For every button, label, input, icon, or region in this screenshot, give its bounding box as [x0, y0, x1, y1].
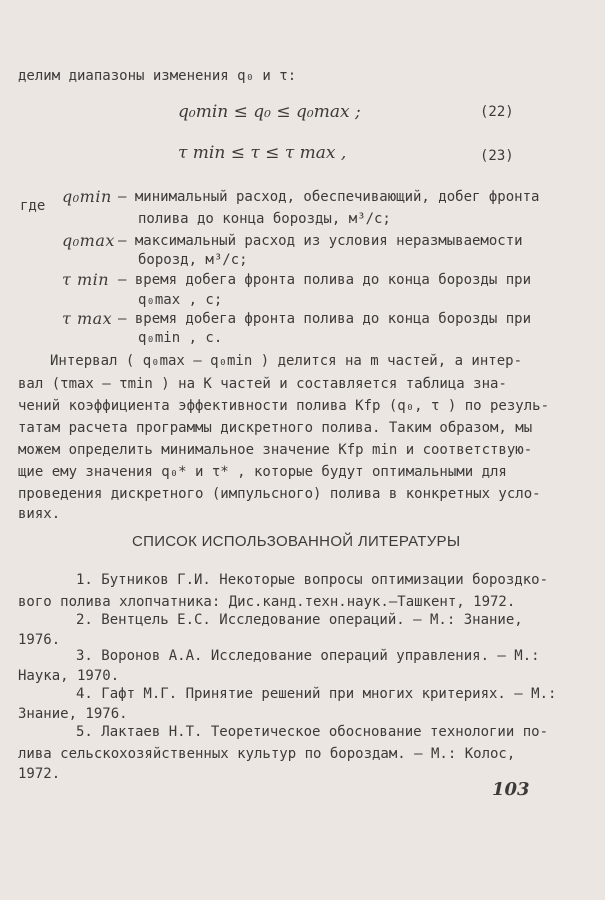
- reference-line: 5. Лактаев Н.Т. Теоретическое обоснование технологии по-: [76, 724, 549, 740]
- definition-line: q₀max , с;: [138, 292, 223, 308]
- reference-line: 1. Бутников Г.И. Некоторые вопросы оптимизации бороздко-: [76, 572, 549, 588]
- paragraph-line: проведения дискретного (импульсного) полива в конкретных усло-: [18, 486, 541, 502]
- definition-line: – минимальный расход, обеспечивающий, добег фронта: [118, 189, 540, 205]
- reference-line: 3. Воронов А.А. Исследование операций управления. – М.:: [76, 648, 540, 664]
- where-word: где: [20, 198, 46, 214]
- paragraph-line: татам расчета программы дискретного полива. Таким образом, мы: [18, 420, 533, 436]
- equation-23: τ min ≤ τ ≤ τ max ,: [178, 143, 347, 163]
- paragraph-line: Интервал ( q₀max – q₀min ) делится на m частей, а интер-: [50, 353, 523, 369]
- definition-line: – время добега фронта полива до конца борозды при: [118, 311, 532, 327]
- equation-22-number: (22): [480, 104, 514, 120]
- equation-23-number: (23): [480, 148, 514, 164]
- paragraph-line: можем определить минимальное значение Kfp min и соответствую-: [18, 442, 533, 458]
- reference-line: лива сельскохозяйственных культур по бороздам. – М.: Колос,: [18, 746, 516, 762]
- definition-term: τ min: [62, 270, 110, 289]
- definition-line: – время добега фронта полива до конца борозды при: [118, 272, 532, 288]
- definition-line: – максимальный расход из условия неразмываемости: [118, 233, 523, 249]
- paragraph-line: виях.: [18, 506, 61, 522]
- equation-22: q₀min ≤ q₀ ≤ q₀max ;: [178, 102, 361, 122]
- definition-line: q₀min , с.: [138, 330, 223, 346]
- page-number: 103: [492, 779, 530, 800]
- intro-line: делим диапазоны изменения q₀ и τ:: [18, 68, 297, 84]
- paragraph-line: вал (τmax – τmin ) на K частей и составляется таблица зна-: [18, 376, 507, 392]
- paragraph-line: щие ему значения q₀* и τ* , которые будут оптимальными для: [18, 464, 507, 480]
- reference-line: 4. Гафт М.Г. Принятие решений при многих критериях. – М.:: [76, 686, 557, 702]
- section-title: СПИСОК ИСПОЛЬЗОВАННОЙ ЛИТЕРАТУРЫ: [132, 533, 461, 550]
- reference-line: Наука, 1970.: [18, 668, 120, 684]
- definition-term: q₀min: [62, 187, 112, 206]
- reference-line: вого полива хлопчатника: Дис.канд.техн.наук.–Ташкент, 1972.: [18, 594, 516, 610]
- definition-line: полива до конца борозды, м³/с;: [138, 211, 391, 227]
- reference-line: Знание, 1976.: [18, 706, 128, 722]
- definition-term: q₀max: [62, 231, 115, 250]
- definition-line: борозд, м³/с;: [138, 252, 248, 268]
- paragraph-line: чений коэффициента эффективности полива Kfp (q₀, τ ) по резуль-: [18, 398, 550, 414]
- definition-term: τ max: [62, 309, 113, 328]
- reference-line: 2. Вентцель Е.С. Исследование операций. – М.: Знание,: [76, 612, 523, 628]
- reference-line: 1972.: [18, 766, 61, 782]
- reference-line: 1976.: [18, 632, 61, 648]
